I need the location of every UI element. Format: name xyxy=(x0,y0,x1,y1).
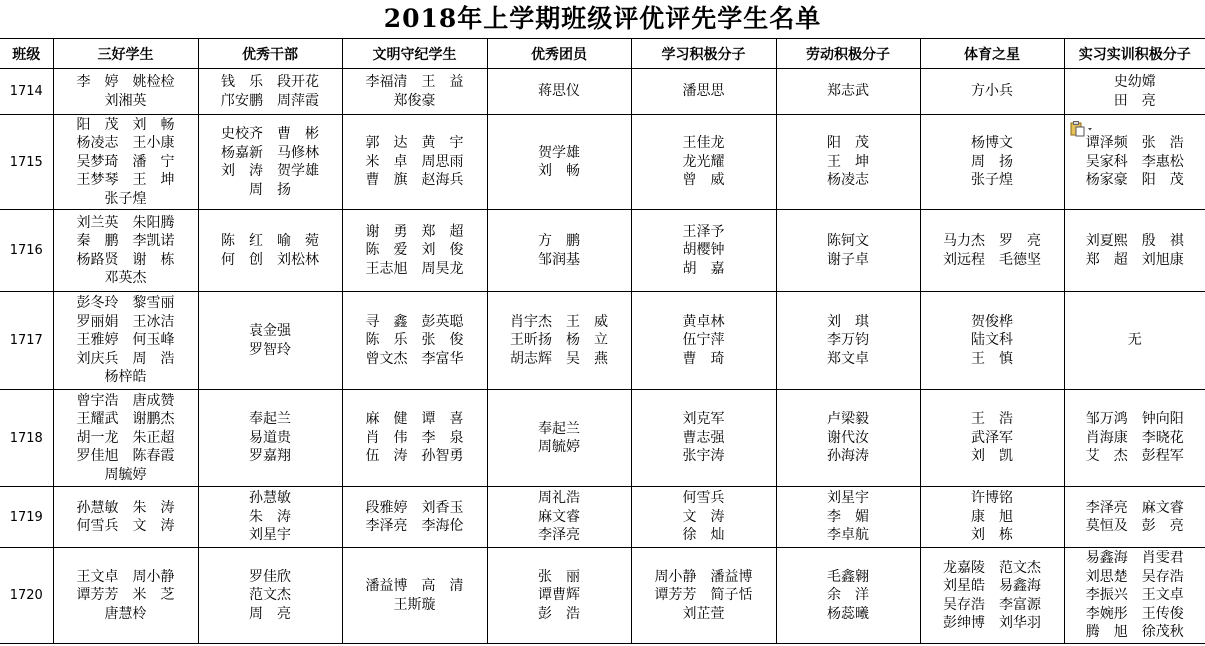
student-names: 秦 鹏 李凯诺 xyxy=(76,233,175,249)
labor-activist-cell[interactable] xyxy=(776,69,920,115)
student-names: 李泽亮 麻文睿 xyxy=(1085,499,1184,516)
student-names: 彭绅博 刘华羽 xyxy=(943,615,1041,631)
name-list xyxy=(827,82,869,101)
student-names: 罗佳旭 陈春霞 xyxy=(76,448,175,465)
excellent-league-member-cell[interactable] xyxy=(487,292,631,390)
class-cell[interactable]: 1719 xyxy=(0,487,53,548)
sports-star-cell[interactable] xyxy=(920,390,1064,487)
student-names: 杨嘉新 马修林 xyxy=(221,144,319,161)
name-list xyxy=(77,568,175,624)
student-names: 王志旭 周昊龙 xyxy=(365,260,464,277)
sports-star-cell[interactable] xyxy=(920,487,1064,548)
excellent-league-member-cell[interactable] xyxy=(487,548,631,644)
internship-activist-cell[interactable] xyxy=(1064,548,1205,644)
excellent-cadre-cell[interactable] xyxy=(198,292,342,390)
student-names: 余 洋 xyxy=(827,587,869,604)
class-cell[interactable]: 1717 xyxy=(0,292,53,390)
name-list xyxy=(827,489,869,545)
name-list xyxy=(77,392,175,485)
name-list xyxy=(971,489,1013,545)
student-names: 李振兴 王文卓 xyxy=(1085,587,1184,604)
student-names: 方 鹏 xyxy=(538,233,580,249)
student-names: 胡志辉 吴 燕 xyxy=(510,350,608,367)
student-names: 陈 乐 张 俊 xyxy=(365,332,464,349)
name-list xyxy=(1114,73,1156,110)
sports-star-cell[interactable] xyxy=(920,69,1064,115)
name-list xyxy=(538,489,580,545)
name-list xyxy=(77,294,175,387)
name-list xyxy=(249,568,291,624)
student-names: 肖宇杰 王 威 xyxy=(510,313,608,330)
name-list xyxy=(77,116,175,209)
excellent-cadre-cell[interactable] xyxy=(198,390,342,487)
student-names: 段雅婷 刘香玉 xyxy=(365,499,464,516)
student-names: 杨凌志 王小康 xyxy=(76,135,175,152)
disciplined-student-cell[interactable] xyxy=(342,548,487,644)
student-names: 李婉彤 王传俊 xyxy=(1085,605,1184,622)
name-list xyxy=(77,73,175,110)
name-list xyxy=(683,313,725,369)
student-names: 王耀武 谢鹏杰 xyxy=(76,411,175,428)
student-names: 肖海康 李晓花 xyxy=(1085,429,1184,446)
student-names: 阳 茂 刘 畅 xyxy=(76,116,175,133)
merit-student-cell[interactable] xyxy=(53,390,198,487)
student-names: 胡 嘉 xyxy=(682,260,725,277)
name-list xyxy=(971,82,1013,101)
student-names: 刘 凯 xyxy=(971,448,1013,465)
student-names: 李 媚 xyxy=(827,508,869,525)
name-list xyxy=(538,568,580,624)
student-names: 张子煌 xyxy=(971,172,1013,189)
student-names: 曾文杰 李富华 xyxy=(365,350,464,367)
name-list xyxy=(1086,232,1184,269)
student-names: 周毓婷 xyxy=(104,466,147,483)
sheet-title: 2018年上学期班级评优评先学生名单 xyxy=(0,0,1205,39)
student-names: 曹 旗 赵海兵 xyxy=(365,172,464,189)
merit-student-cell[interactable] xyxy=(53,210,198,292)
student-names: 王斯璇 xyxy=(393,596,436,613)
table-row xyxy=(0,210,1205,292)
student-names: 王雅婷 何玉峰 xyxy=(76,332,175,349)
student-names: 张 丽 xyxy=(538,568,580,585)
student-names: 李福清 王 益 xyxy=(365,74,464,90)
student-names: 周礼浩 xyxy=(538,490,580,507)
student-names: 朱 涛 xyxy=(249,508,291,525)
student-names: 伍宁萍 xyxy=(682,332,725,349)
sports-star-cell[interactable] xyxy=(920,210,1064,292)
internship-activist-cell[interactable] xyxy=(1064,210,1205,292)
student-names: 杨蕊曦 xyxy=(827,605,869,622)
student-names: 杨路贤 谢 栋 xyxy=(76,251,175,268)
student-names: 史校齐 曹 彬 xyxy=(221,126,319,142)
name-list xyxy=(683,223,725,279)
name-list xyxy=(221,73,319,110)
student-names: 田 亮 xyxy=(1113,92,1156,109)
class-cell[interactable]: 1720 xyxy=(0,548,53,644)
student-names: 易道贵 xyxy=(249,429,291,446)
student-names: 易鑫海 肖雯君 xyxy=(1085,550,1184,567)
student-names: 王梦琴 王 坤 xyxy=(76,172,175,189)
student-names: 张宇涛 xyxy=(682,448,725,465)
student-names: 曾 威 xyxy=(682,172,725,189)
student-names: 王 浩 xyxy=(971,411,1013,428)
student-names: 王昕扬 杨 立 xyxy=(510,332,608,349)
student-names: 陈 红 喻 菀 xyxy=(221,233,319,249)
table-row xyxy=(0,390,1205,487)
header-excellent-league-member[interactable]: 优秀团员 xyxy=(487,39,631,69)
student-names: 康 旭 xyxy=(971,508,1013,525)
student-names: 胡樱钟 xyxy=(682,242,725,259)
student-names: 周毓婷 xyxy=(538,439,580,455)
internship-activist-cell[interactable] xyxy=(1064,69,1205,115)
student-names: 彭冬玲 黎雪丽 xyxy=(76,295,175,312)
name-list xyxy=(221,232,319,269)
name-list xyxy=(943,232,1041,269)
name-list xyxy=(77,214,175,288)
excellent-league-member-cell[interactable] xyxy=(487,390,631,487)
student-names: 刘 琪 xyxy=(827,313,869,330)
student-names: 莫恒及 彭 亮 xyxy=(1085,518,1184,534)
sports-star-cell[interactable] xyxy=(920,115,1064,210)
disciplined-student-cell[interactable] xyxy=(342,487,487,548)
header-class[interactable]: 班级 xyxy=(0,39,53,69)
study-activist-cell[interactable] xyxy=(631,390,776,487)
student-names: 麻文睿 xyxy=(538,508,580,525)
excellent-cadre-cell[interactable] xyxy=(198,210,342,292)
excellent-league-member-cell[interactable] xyxy=(487,487,631,548)
student-names: 方小兵 xyxy=(971,83,1013,100)
student-names: 郑俊豪 xyxy=(393,92,436,109)
name-list xyxy=(538,144,580,181)
table-row xyxy=(0,292,1205,390)
student-names: 龙嘉陵 范文杰 xyxy=(943,559,1041,576)
student-names: 贺学雄 xyxy=(538,144,580,161)
student-names: 邹润基 xyxy=(538,251,580,268)
internship-activist-cell[interactable] xyxy=(1064,292,1205,390)
name-list xyxy=(1086,499,1184,536)
merit-student-cell[interactable] xyxy=(53,548,198,644)
name-list xyxy=(366,410,464,466)
student-names: 米 卓 周思雨 xyxy=(365,153,464,170)
student-names: 罗丽娟 王冰洁 xyxy=(76,313,175,330)
labor-activist-cell[interactable] xyxy=(776,390,920,487)
study-activist-cell[interactable] xyxy=(631,115,776,210)
student-names: 潘益博 高 清 xyxy=(365,578,464,594)
clipboard-paste-options-icon[interactable] xyxy=(1069,121,1095,137)
student-names: 杨梓皓 xyxy=(104,369,147,386)
student-names: 肖 伟 李 泉 xyxy=(365,429,464,446)
student-names: 邝安鹏 周萍霞 xyxy=(221,92,319,109)
student-names: 刘克军 xyxy=(682,411,725,428)
student-names: 马力杰 罗 亮 xyxy=(943,233,1041,249)
name-list xyxy=(366,577,464,614)
student-names: 周 扬 xyxy=(971,153,1013,170)
student-names: 吴存浩 李富源 xyxy=(943,596,1041,613)
name-list xyxy=(249,410,291,466)
student-names: 孙慧敏 朱 涛 xyxy=(76,499,175,516)
class-cell[interactable]: 1718 xyxy=(0,390,53,487)
name-list xyxy=(366,313,464,369)
student-names: 刘芷萱 xyxy=(682,605,725,622)
student-names: 何雪兵 文 涛 xyxy=(76,518,175,534)
student-names: 邹万鸿 钟向阳 xyxy=(1085,411,1184,428)
excellent-cadre-cell[interactable] xyxy=(198,548,342,644)
student-names: 黄卓林 xyxy=(682,313,725,330)
name-list xyxy=(249,489,291,545)
name-list xyxy=(1128,331,1142,350)
name-list xyxy=(827,232,869,269)
student-names: 武泽军 xyxy=(971,429,1013,446)
name-list xyxy=(827,410,869,466)
labor-activist-cell[interactable] xyxy=(776,210,920,292)
student-names: 徐 灿 xyxy=(682,527,725,544)
excellent-league-member-cell[interactable] xyxy=(487,210,631,292)
student-names: 李泽亮 李海伦 xyxy=(365,518,464,534)
merit-student-cell[interactable] xyxy=(53,115,198,210)
excellent-cadre-cell[interactable] xyxy=(198,69,342,115)
class-cell[interactable]: 1715 xyxy=(0,115,53,210)
merit-student-cell[interactable] xyxy=(53,487,198,548)
student-names: 谢 勇 郑 超 xyxy=(365,223,464,240)
name-list xyxy=(971,134,1013,190)
student-names: 李 婷 姚检检 xyxy=(76,74,175,90)
student-names: 伍 涛 孙智勇 xyxy=(365,448,464,465)
name-list xyxy=(943,559,1041,633)
table-row xyxy=(0,548,1205,644)
student-names: 史幼嫦 xyxy=(1113,74,1156,90)
student-names: 曾宇浩 唐成赞 xyxy=(76,392,175,409)
student-names: 艾 杰 彭程军 xyxy=(1085,448,1184,465)
student-names: 陈钶文 xyxy=(827,233,869,249)
student-names: 刘兰英 朱阳腾 xyxy=(76,214,175,231)
name-list xyxy=(683,410,725,466)
student-names: 钱 乐 段开花 xyxy=(221,74,319,90)
student-names: 王 坤 xyxy=(827,153,869,170)
student-names: 李卓航 xyxy=(827,527,869,544)
student-names: 吴家科 李惠松 xyxy=(1085,153,1184,170)
excellent-cadre-cell[interactable] xyxy=(198,487,342,548)
table-row xyxy=(0,487,1205,548)
student-names: 卢梁毅 xyxy=(827,411,869,428)
student-names: 孙海涛 xyxy=(827,448,869,465)
name-list xyxy=(538,420,580,457)
student-names: 杨博文 xyxy=(971,135,1013,152)
name-list xyxy=(683,134,725,190)
header-study-activist[interactable]: 学习积极分子 xyxy=(631,39,776,69)
table-row xyxy=(0,69,1205,115)
student-names: 奉起兰 xyxy=(249,411,291,428)
name-list xyxy=(249,322,291,359)
student-names: 罗智玲 xyxy=(249,341,291,358)
name-list xyxy=(1086,410,1184,466)
name-list xyxy=(366,134,464,190)
student-names: 王泽予 xyxy=(682,223,725,240)
student-names: 许博铭 xyxy=(971,490,1013,507)
student-names: 刘思楚 吴存浩 xyxy=(1085,568,1184,585)
student-names: 彭 浩 xyxy=(538,605,580,622)
student-names: 刘 栋 xyxy=(971,527,1013,544)
student-names: 陈 爱 刘 俊 xyxy=(365,242,464,259)
student-names: 谭芳芳 米 芝 xyxy=(76,587,175,604)
student-names: 罗嘉翔 xyxy=(249,448,291,465)
award-table xyxy=(0,39,1205,644)
student-names: 腾 旭 徐茂秋 xyxy=(1085,624,1184,641)
student-names: 袁金强 xyxy=(249,323,291,339)
student-names: 文 涛 xyxy=(682,508,725,525)
name-list xyxy=(366,73,464,110)
name-list xyxy=(538,232,580,269)
student-names: 周小静 潘益博 xyxy=(654,568,753,585)
class-cell[interactable]: 1716 xyxy=(0,210,53,292)
disciplined-student-cell[interactable] xyxy=(342,292,487,390)
disciplined-student-cell[interactable] xyxy=(342,210,487,292)
labor-activist-cell[interactable] xyxy=(776,548,920,644)
name-list xyxy=(1086,134,1184,190)
sports-star-cell[interactable] xyxy=(920,548,1064,644)
name-list xyxy=(221,125,319,199)
sports-star-cell[interactable] xyxy=(920,292,1064,390)
merit-student-cell[interactable] xyxy=(53,292,198,390)
student-names: 张子煌 xyxy=(104,190,147,207)
disciplined-student-cell[interactable] xyxy=(342,390,487,487)
student-names: 罗佳欣 xyxy=(249,568,291,585)
student-names: 王 慎 xyxy=(971,350,1013,367)
header-disciplined-student[interactable]: 文明守纪学生 xyxy=(342,39,487,69)
student-names: 曹 琦 xyxy=(682,350,725,367)
name-list xyxy=(971,313,1013,369)
student-names: 阳 茂 xyxy=(827,135,869,152)
student-names: 范文杰 xyxy=(249,587,291,604)
labor-activist-cell[interactable] xyxy=(776,487,920,548)
study-activist-cell[interactable] xyxy=(631,487,776,548)
disciplined-student-cell[interactable] xyxy=(342,69,487,115)
name-list xyxy=(683,82,725,101)
student-names: 麻 健 谭 喜 xyxy=(365,411,464,428)
excellent-league-member-cell[interactable] xyxy=(487,69,631,115)
student-names: 陆文科 xyxy=(971,332,1013,349)
student-names: 吴梦琦 潘 宁 xyxy=(76,153,175,170)
student-names: 何雪兵 xyxy=(682,490,725,507)
merit-student-cell[interactable] xyxy=(53,69,198,115)
labor-activist-cell[interactable] xyxy=(776,292,920,390)
student-names: 周 扬 xyxy=(249,181,291,198)
name-list xyxy=(538,82,580,101)
name-list xyxy=(1086,549,1184,642)
student-names: 谢子卓 xyxy=(827,251,869,268)
header-excellent-cadre[interactable]: 优秀干部 xyxy=(198,39,342,69)
student-names: 曹志强 xyxy=(682,429,725,446)
internship-activist-cell[interactable] xyxy=(1064,487,1205,548)
header-sports-star[interactable]: 体育之星 xyxy=(920,39,1064,69)
student-names: 王佳龙 xyxy=(682,135,725,152)
student-names: 邓英杰 xyxy=(104,270,147,286)
student-names: 郑志武 xyxy=(827,83,869,100)
student-names: 李万钧 xyxy=(827,332,869,349)
study-activist-cell[interactable] xyxy=(631,292,776,390)
student-names: 刘庆兵 周 浩 xyxy=(76,350,175,367)
header-row xyxy=(0,39,1205,69)
student-names: 谭泽频 张 浩 xyxy=(1085,135,1184,152)
header-merit-student[interactable]: 三好学生 xyxy=(53,39,198,69)
name-list xyxy=(827,313,869,369)
student-names: 刘 涛 贺学雄 xyxy=(221,163,319,179)
student-names: 潘思思 xyxy=(682,83,725,100)
name-list xyxy=(827,568,869,624)
student-names: 唐慧柃 xyxy=(104,605,147,622)
student-names: 谢代汝 xyxy=(827,429,869,446)
student-names: 谭芳芳 简子恬 xyxy=(654,587,753,604)
disciplined-student-cell[interactable] xyxy=(342,115,487,210)
student-names: 周 亮 xyxy=(249,605,291,622)
student-names: 毛鑫翱 xyxy=(827,568,869,585)
student-names: 刘星宇 xyxy=(249,527,291,544)
student-names: 寻 鑫 彭英聪 xyxy=(365,313,464,330)
student-names: 杨家豪 阳 茂 xyxy=(1085,172,1184,189)
name-list xyxy=(971,410,1013,466)
student-names: 无 xyxy=(1127,332,1142,349)
student-names: 谭曹辉 xyxy=(538,587,580,604)
internship-activist-cell[interactable] xyxy=(1064,390,1205,487)
header-labor-activist[interactable]: 劳动积极分子 xyxy=(776,39,920,69)
student-names: 蒋思仪 xyxy=(538,83,580,100)
student-names: 杨凌志 xyxy=(827,172,869,189)
student-names: 郑文卓 xyxy=(827,350,869,367)
student-names: 刘 畅 xyxy=(538,163,580,179)
name-list xyxy=(655,568,753,624)
study-activist-cell[interactable] xyxy=(631,210,776,292)
student-names: 刘湘英 xyxy=(104,92,147,109)
student-names: 刘远程 毛德坚 xyxy=(943,251,1041,268)
student-names: 刘星皓 易鑫海 xyxy=(943,578,1041,594)
study-activist-cell[interactable] xyxy=(631,548,776,644)
study-activist-cell[interactable] xyxy=(631,69,776,115)
name-list xyxy=(366,223,464,279)
name-list xyxy=(683,489,725,545)
excellent-cadre-cell[interactable] xyxy=(198,115,342,210)
student-names: 孙慧敏 xyxy=(249,490,291,507)
student-names: 刘星宇 xyxy=(827,490,869,507)
labor-activist-cell[interactable] xyxy=(776,115,920,210)
student-names: 何 创 刘松林 xyxy=(221,251,319,268)
name-list xyxy=(827,134,869,190)
student-names: 郑 超 刘旭康 xyxy=(1085,251,1184,268)
student-names: 李泽亮 xyxy=(538,527,580,544)
name-list xyxy=(366,499,464,536)
name-list xyxy=(77,499,175,536)
student-names: 龙光耀 xyxy=(682,153,725,170)
excellent-league-member-cell[interactable] xyxy=(487,115,631,210)
student-names: 奉起兰 xyxy=(538,420,580,437)
class-cell[interactable]: 1714 xyxy=(0,69,53,115)
table-row xyxy=(0,115,1205,210)
header-internship-activist[interactable]: 实习实训积极分子 xyxy=(1064,39,1205,69)
student-names: 贺俊桦 xyxy=(971,313,1013,330)
name-list xyxy=(510,313,608,369)
student-names: 郭 达 黄 宇 xyxy=(365,135,464,152)
student-names: 刘夏熙 殷 祺 xyxy=(1085,233,1184,249)
student-names: 胡一龙 朱正超 xyxy=(76,429,175,446)
student-names: 王文卓 周小静 xyxy=(76,568,175,585)
